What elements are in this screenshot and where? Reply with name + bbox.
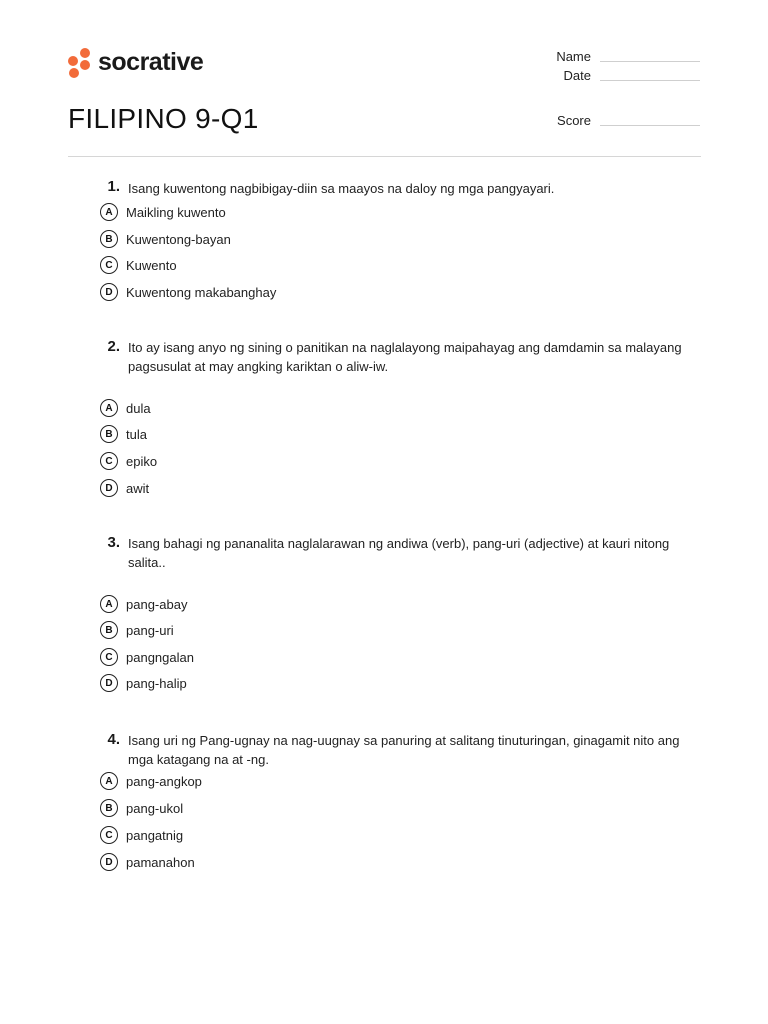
option-letter-circle: D — [100, 853, 118, 871]
option-text: Kuwento — [126, 257, 177, 273]
option-letter-circle: A — [100, 595, 118, 613]
option-text: dula — [126, 400, 151, 416]
option-d[interactable] — [100, 673, 187, 693]
score-line[interactable] — [600, 125, 700, 126]
option-letter-circle: C — [100, 648, 118, 666]
name-line[interactable] — [600, 61, 700, 62]
option-letter-circle: C — [100, 256, 118, 274]
option-text: pang-uri — [126, 622, 174, 638]
option-text: pang-angkop — [126, 773, 202, 789]
option-b[interactable] — [100, 798, 183, 818]
option-text: awit — [126, 480, 150, 496]
date-line[interactable] — [600, 80, 700, 81]
option-text: pangngalan — [126, 649, 194, 665]
option-c[interactable] — [100, 647, 194, 667]
option-text: pang-halip — [126, 675, 187, 691]
socrative-logo — [68, 44, 203, 80]
option-text: pang-abay — [126, 596, 188, 612]
option-b[interactable] — [100, 424, 147, 444]
option-text: pamanahon — [126, 854, 195, 870]
question-text: Isang kuwentong nagbibigay-diin sa maayos na daloy ng mga pangyayari. — [128, 181, 555, 196]
option-text: Maikling kuwento — [126, 204, 226, 220]
question-text: Isang bahagi ng pananalita naglalarawan ng andiwa (verb), pang-uri (adjective) at kauri nitong salita.. — [128, 536, 670, 570]
option-a[interactable] — [100, 771, 202, 791]
option-letter-circle: A — [100, 399, 118, 417]
option-d[interactable] — [100, 478, 149, 498]
option-d[interactable] — [100, 282, 276, 302]
question-number: 2. — [107, 338, 120, 355]
option-letter-circle: B — [100, 799, 118, 817]
option-letter-circle: A — [100, 203, 118, 221]
question-text: Isang uri ng Pang-ugnay na nag-uugnay sa panuring at salitang tinuturingan, ginagamit nito ang mga katagang na at -ng. — [128, 733, 680, 767]
option-c[interactable] — [100, 825, 183, 845]
option-a[interactable] — [100, 202, 226, 222]
option-c[interactable] — [100, 255, 177, 275]
question-number: 4. — [107, 731, 120, 748]
option-text: Kuwentong-bayan — [126, 231, 231, 247]
socrative-logo-icon — [68, 46, 92, 78]
option-c[interactable] — [100, 451, 157, 471]
option-d[interactable] — [100, 852, 195, 872]
option-letter-circle: D — [100, 479, 118, 497]
option-text: epiko — [126, 453, 158, 469]
option-letter-circle: C — [100, 826, 118, 844]
question-number: 1. — [107, 178, 120, 195]
name-label: Name — [556, 49, 591, 64]
option-a[interactable] — [100, 398, 151, 418]
option-letter-circle: B — [100, 425, 118, 443]
option-text: pangatnig — [126, 827, 184, 843]
option-letter-circle: A — [100, 772, 118, 790]
option-letter-circle: B — [100, 230, 118, 248]
option-a[interactable] — [100, 594, 187, 614]
option-letter-circle: D — [100, 674, 118, 692]
option-letter-circle: C — [100, 452, 118, 470]
question-number: 3. — [107, 534, 120, 551]
page-title: FILIPINO 9-Q1 — [68, 103, 259, 134]
option-text: Kuwentong makabanghay — [126, 284, 277, 300]
option-text: tula — [126, 426, 147, 442]
option-letter-circle: D — [100, 283, 118, 301]
header-divider — [68, 156, 701, 157]
option-text: pang-ukol — [126, 800, 184, 816]
question-text: Ito ay isang anyo ng sining o panitikan na naglalayong maipahayag ang damdamin sa malayang pagsusulat at may angking kariktan o aliw-iw. — [128, 340, 682, 374]
option-b[interactable] — [100, 620, 174, 640]
brand-name: socrative — [98, 47, 204, 76]
option-letter-circle: B — [100, 621, 118, 639]
option-b[interactable] — [100, 229, 231, 249]
date-label: Date — [563, 68, 591, 83]
score-label: Score — [557, 113, 591, 128]
